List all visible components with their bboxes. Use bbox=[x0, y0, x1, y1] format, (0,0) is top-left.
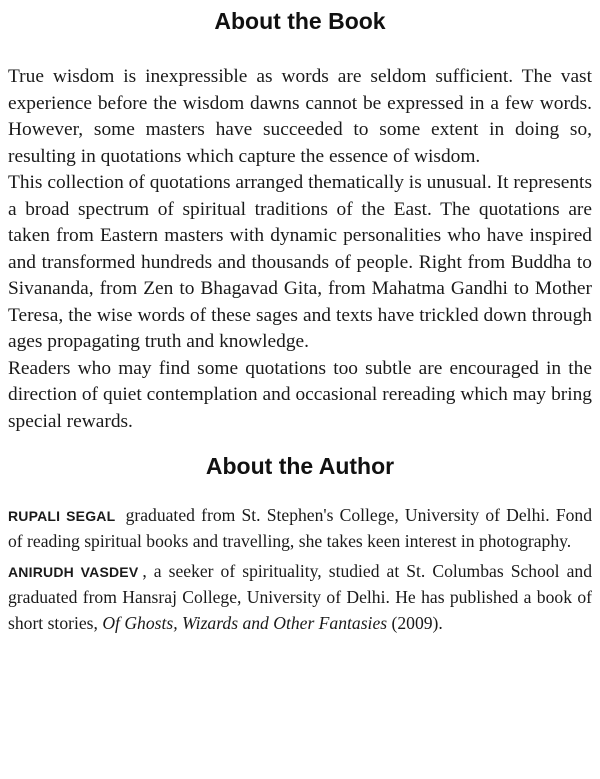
author-bio-rupali-segal bbox=[8, 503, 592, 555]
about-the-book-heading: About the Book bbox=[214, 8, 386, 34]
book-title: Of Ghosts, Wizards and Other Fantasies bbox=[102, 612, 388, 633]
author-name: ANIRUDH VASDEV bbox=[8, 563, 139, 580]
author-bio-text: graduated from St. Stephen's College, University of Delhi. Fond of reading spiritual books and travelling, she takes keen interest in photography. bbox=[8, 505, 593, 552]
about-the-book-section bbox=[8, 6, 592, 435]
author-bio-text: , a seeker of spirituality, studied at St. Columbas School and graduated from Hansraj College, University of Delhi. He has published a book of short stories, bbox=[8, 560, 592, 633]
about-the-author-heading: About the Author bbox=[205, 453, 395, 479]
publication-year: (2009). bbox=[391, 612, 443, 633]
author-name: RUPALI SEGAL bbox=[8, 508, 116, 524]
book-paragraph-1: True wisdom is inexpressible as words are seldom sufficient. The vast experience before the wisdom dawns cannot be expressed in a few words. However, some masters have succeeded to some extent in doing so, resulting in quotations which capture the essence of wisdom. bbox=[8, 66, 592, 167]
book-paragraph-3: Readers who may find some quotations too subtle are encouraged in the direction of quiet contemplation and occasional rereading which may bring special rewards. bbox=[8, 357, 592, 432]
about-the-author-section bbox=[8, 451, 592, 636]
author-bio-anirudh-vasdev bbox=[8, 559, 592, 636]
book-paragraph-2: This collection of quotations arranged thematically is unusual. It represents a broad spectrum of spiritual traditions of the East. The quotations are taken from Eastern masters with dynamic personalities who have inspired and transformed hundreds and thousands of people. Right from Buddha to Sivananda, from Zen to Bhagavad Gita, from Mahatma Gandhi to Mother Teresa, the wise words of these sages and texts have trickled down through ages propagating truth and knowledge. bbox=[8, 172, 592, 352]
